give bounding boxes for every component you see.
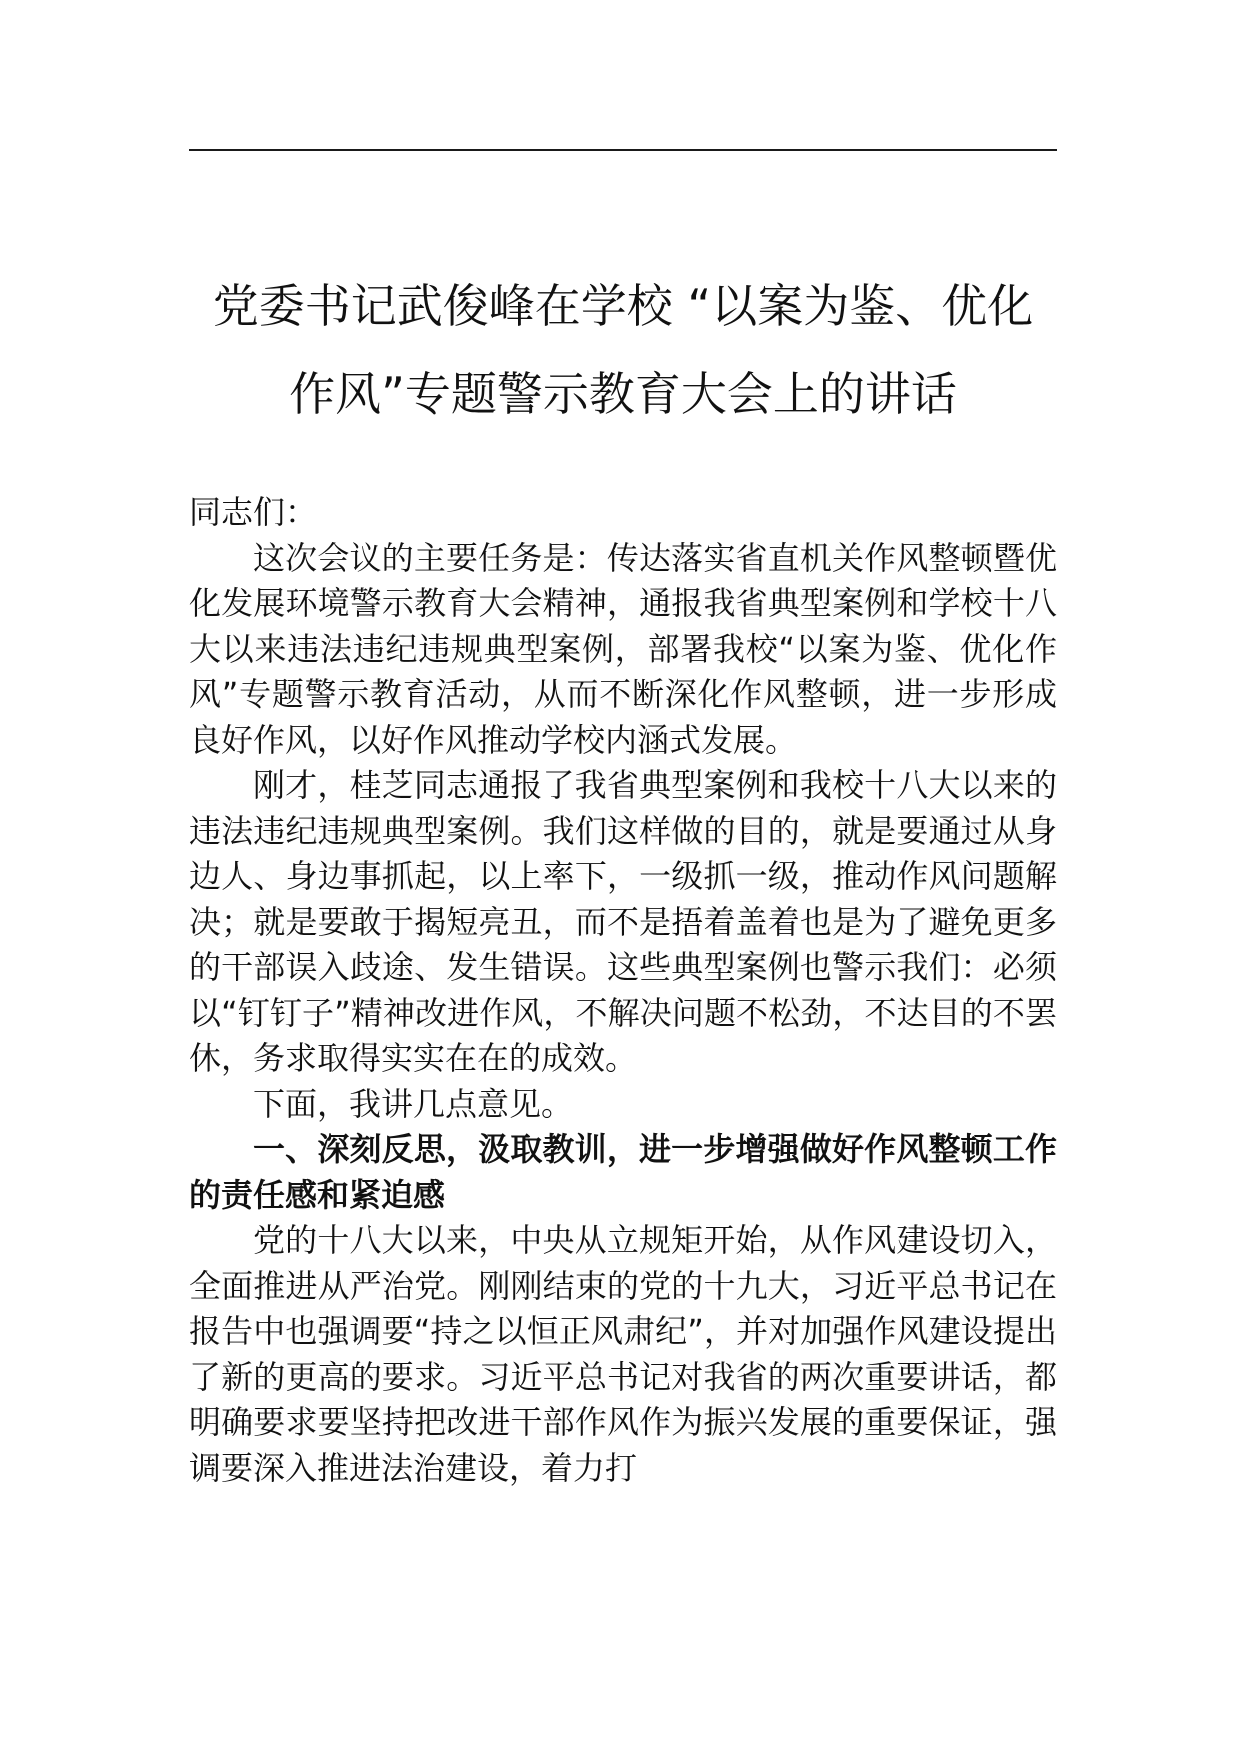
- section-heading-1: 一、深刻反思，汲取教训，进一步增强做好作风整顿工作的责任感和紧迫感: [189, 1130, 1057, 1214]
- salutation: 同志们：: [189, 493, 318, 531]
- document-body: [189, 490, 1057, 1491]
- section-paragraph-1: 党的十八大以来，中央从立规矩开始，从作风建设切入，全面推进从严治党。刚刚结束的党的十九大，习近平总书记在报告中也强调要“持之以恒正风肃纪”，并对加强作风建设提出了新的更高的要求。习近平总书记对我省的两次重要讲话，都明确要求要坚持把改进干部作风作为振兴发展的重要保证，强调要深入推进法治建设，着力打: [189, 1221, 1057, 1487]
- document-title-line-2: 作风”专题警示教育大会上的讲话: [289, 367, 957, 421]
- document-title-line-1: 党委书记武俊峰在学校 “以案为鉴、优化: [212, 279, 1034, 333]
- body-paragraph-1: 这次会议的主要任务是：传达落实省直机关作风整顿暨优化发展环境警示教育大会精神，通报我省典型案例和学校十八大以来违法违纪违规典型案例，部署我校“以案为鉴、优化作风”专题警示教育活动，从而不断深化作风整顿，进一步形成良好作风，以好作风推动学校内涵式发展。: [189, 538, 1057, 759]
- body-paragraph-2: 刚才，桂芝同志通报了我省典型案例和我校十八大以来的违法违纪违规典型案例。我们这样做的目的，就是要通过从身边人、身边事抓起，以上率下，一级抓一级，推动作风问题解决；就是要敢于揭短亮丑，而不是捂着盖着也是为了避免更多的干部误入歧途、发生错误。这些典型案例也警示我们：必须以“钉钉子”精神改进作风，不解决问题不松劲，不达目的不罢休，务求取得实实在在的成效。: [189, 766, 1057, 1077]
- body-paragraph-3: 下面，我讲几点意见。: [253, 1084, 574, 1123]
- header-rule: [189, 149, 1057, 151]
- document-title: [189, 262, 1057, 438]
